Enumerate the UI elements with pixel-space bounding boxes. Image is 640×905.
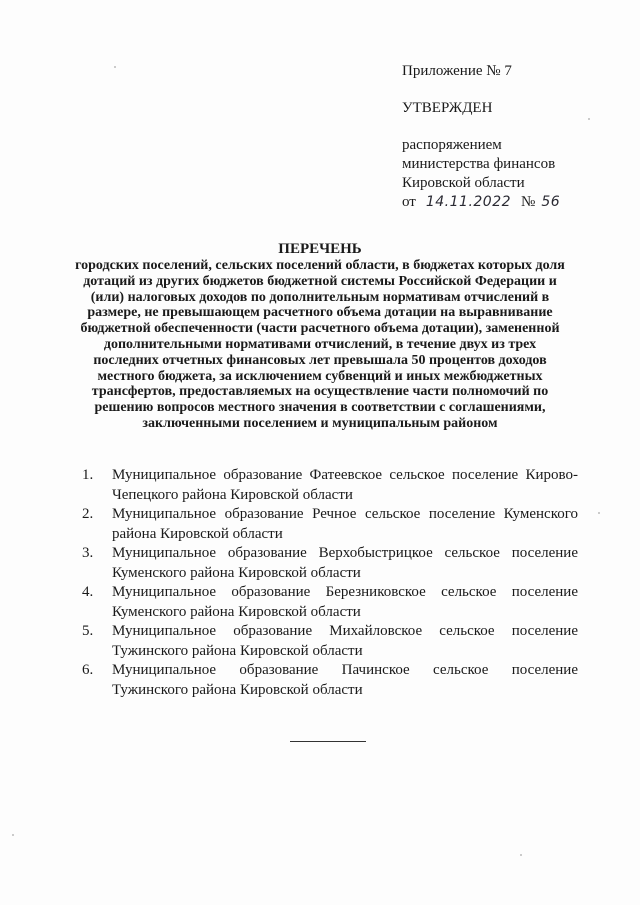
list-item [82, 505, 578, 544]
list-item-text: Муниципальное образование Михайловское сельское поселение Тужинского района Кировской области [112, 623, 578, 659]
list-item-number: 2. [82, 506, 94, 522]
list-item [82, 661, 578, 700]
list-item-text: Муниципальное образование Фатеевское сельское поселение Кирово-Чепецкого района Кировской области [112, 467, 578, 503]
title-block [60, 240, 580, 432]
scan-speck [598, 512, 600, 514]
handwritten-number: 56 [541, 194, 561, 210]
list-item [82, 622, 578, 661]
approved-label: УТВЕРЖДЕН [402, 100, 493, 116]
document-title: ПЕРЕЧЕНЬ [278, 241, 362, 257]
scan-speck [588, 118, 590, 120]
order-line-3: Кировской области [402, 175, 525, 191]
scan-speck [114, 66, 116, 68]
settlements-list [82, 466, 578, 700]
from-label: от [402, 194, 416, 210]
list-item-text: Муниципальное образование Верхобыстрицкое сельское поселение Куменского района Кировской области [112, 545, 578, 581]
list-item-number: 3. [82, 545, 94, 561]
list-item-number: 6. [82, 662, 94, 678]
order-date-number-line [402, 193, 602, 212]
list-item-text: Муниципальное образование Речное сельское поселение Куменского района Кировской области [112, 506, 578, 542]
appendix-label: Приложение № 7 [402, 63, 512, 79]
list-item-text: Муниципальное образование Пачинское сельское поселение Тужинского района Кировской области [112, 662, 578, 698]
list-item-text: Муниципальное образование Березниковское сельское поселение Куменского района Кировской области [112, 584, 578, 620]
document-subtitle: городских поселений, сельских поселений области, в бюджетах которых доля дотаций из других бюджетов бюджетной системы Российской Федерации и (или) налоговых доходов по дополнительным нормативам отчислений в размере, не превышающем расчетного объема дотации на выравнивание бюджетной обеспеченности (части расчетного объема дотации), замененной дополнительными нормативами отчислений, в течение двух из трех последних отчетных финансовых лет превышала 50 процентов доходов местного бюджета, за исключением субвенций и иных межбюджетных трансфертов, предоставляемых на осуществление части полномочий по решению вопросов местного значения в соответствии с соглашениями, заключенными поселением и муниципальным районом [75, 258, 565, 431]
closing-divider [290, 741, 366, 742]
order-line-2: министерства финансов [402, 156, 556, 172]
list-item-number: 5. [82, 623, 94, 639]
scan-speck [12, 834, 14, 836]
list-item [82, 583, 578, 622]
number-label: № [521, 194, 536, 210]
list-item-number: 1. [82, 467, 94, 483]
handwritten-date: 14.11.2022 [425, 194, 512, 210]
approval-block [402, 62, 602, 212]
list-item [82, 544, 578, 583]
list-item-number: 4. [82, 584, 94, 600]
list-item [82, 466, 578, 505]
scan-speck [520, 854, 522, 856]
order-line-1: распоряжением [402, 137, 502, 153]
